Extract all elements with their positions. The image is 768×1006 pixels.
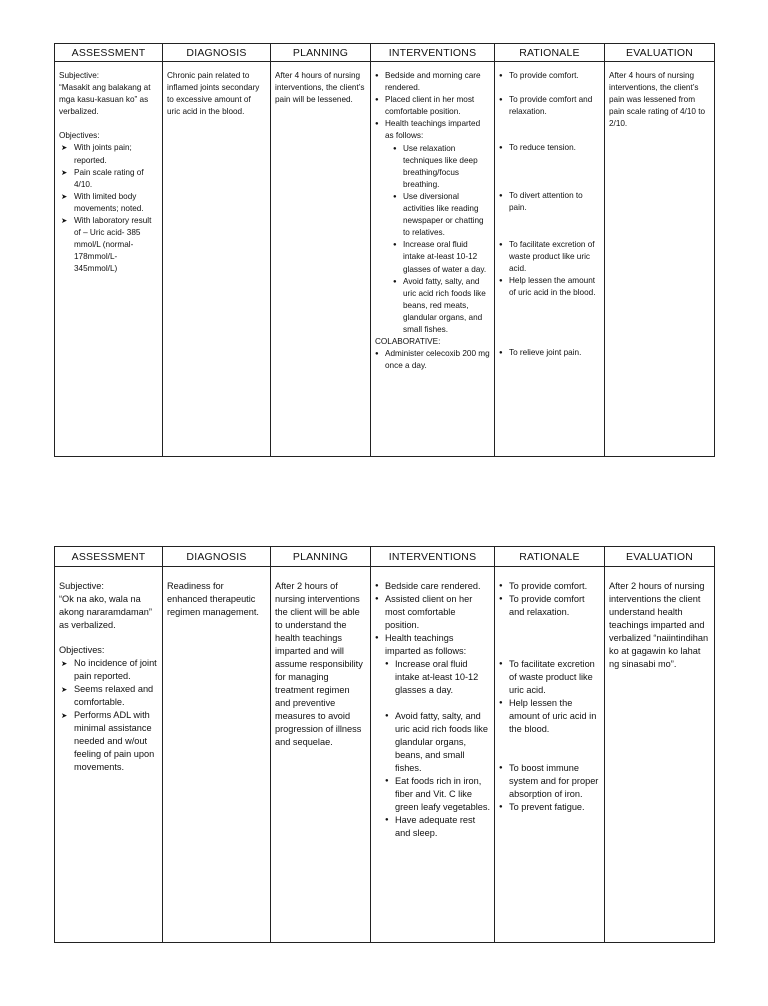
header-interventions: INTERVENTIONS xyxy=(371,44,495,62)
interventions-list xyxy=(375,70,490,336)
header-diagnosis: DIAGNOSIS xyxy=(163,547,271,567)
health-teachings-list xyxy=(385,658,490,840)
header-diagnosis: DIAGNOSIS xyxy=(163,44,271,62)
content-row xyxy=(55,567,715,943)
objective-item: ➤ Seems relaxed and comfortable. xyxy=(59,683,158,709)
rationale-item: ● Help lessen the amount of uric acid in the blood. xyxy=(499,697,600,736)
header-interventions: INTERVENTIONS xyxy=(371,547,495,567)
intervention-item: ● Bedside care rendered. xyxy=(375,580,490,593)
rationale-item: ● To provide comfort. xyxy=(499,70,600,82)
objective-item: ➤ With limited body movements; noted. xyxy=(59,191,158,215)
teaching-item: ● Have adequate rest and sleep. xyxy=(385,814,490,840)
health-teachings-list xyxy=(393,143,490,337)
rationale-item: ● To provide comfort. xyxy=(499,580,600,593)
header-assessment: ASSESSMENT xyxy=(55,547,163,567)
header-evaluation: EVALUATION xyxy=(605,547,715,567)
rationale-list xyxy=(499,580,600,814)
header-rationale: RATIONALE xyxy=(495,44,605,62)
content-row xyxy=(55,62,715,457)
objective-item: ➤ With joints pain; reported. xyxy=(59,142,158,166)
objective-item: ➤ No incidence of joint pain reported. xyxy=(59,657,158,683)
rationale-list xyxy=(499,70,600,359)
intervention-item: ● Assisted client on her most comfortable position. xyxy=(375,593,490,632)
teaching-item: ● Increase oral fluid intake at-least 10-12 glasses of water a day. xyxy=(393,239,490,275)
objectives-list xyxy=(59,142,158,275)
subjective-quote: “Ok na ako, wala na akong nararamdaman” as verbalized. xyxy=(59,594,152,630)
intervention-item xyxy=(375,118,490,336)
intervention-text: Health teachings imparted as follows: xyxy=(385,119,481,141)
planning-cell: After 4 hours of nursing interventions, the client’s pain will be lessened. xyxy=(271,62,371,457)
rationale-item: ● To prevent fatigue. xyxy=(499,801,600,814)
planning-cell: After 2 hours of nursing interventions the client will be able to understand the health teachings imparted and will assume responsibility for managing treatment regimen and preventive measures to avoid progression of illness and sequelae. xyxy=(271,567,371,943)
header-evaluation: EVALUATION xyxy=(605,44,715,62)
header-rationale: RATIONALE xyxy=(495,547,605,567)
objectives-list xyxy=(59,657,158,774)
objective-item: ➤ With laboratory result of – Uric acid- 385 mmol/L (normal- 178mmol/L-345mmol/L) xyxy=(59,215,158,275)
rationale-item: ● To reduce tension. xyxy=(499,142,600,154)
rationale-item: ● Help lessen the amount of uric acid in the blood. xyxy=(499,275,600,299)
intervention-item: ● Placed client in her most comfortable position. xyxy=(375,94,490,118)
intervention-item xyxy=(375,632,490,840)
objective-item: ➤ Pain scale rating of 4/10. xyxy=(59,167,158,191)
rationale-item: ● To facilitate excretion of waste product like uric acid. xyxy=(499,658,600,697)
header-assessment: ASSESSMENT xyxy=(55,44,163,62)
header-row xyxy=(55,547,715,567)
rationale-item: ● To boost immune system and for proper absorption of iron. xyxy=(499,762,600,801)
rationale-item: ● To provide comfort and relaxation. xyxy=(499,94,600,118)
assessment-cell xyxy=(55,62,163,457)
collaborative-list xyxy=(375,348,490,372)
subjective-quote: “Masakit ang balakang at mga kasu-kasuan ko” as verbalized. xyxy=(59,83,151,117)
subjective-label: Subjective: xyxy=(59,71,100,80)
assessment-cell xyxy=(55,567,163,943)
intervention-item: ● Bedside and morning care rendered. xyxy=(375,70,490,94)
rationale-item: ● To relieve joint pain. xyxy=(499,347,600,359)
rationale-cell xyxy=(495,567,605,943)
header-planning: PLANNING xyxy=(271,44,371,62)
rationale-item: ● To provide comfort and relaxation. xyxy=(499,593,600,619)
collaborative-item: ● Administer celecoxib 200 mg once a day. xyxy=(375,348,490,372)
diagnosis-cell: Readiness for enhanced therapeutic regimen management. xyxy=(163,567,271,943)
interventions-cell xyxy=(371,567,495,943)
rationale-item: ● To facilitate excretion of waste product like uric acid. xyxy=(499,239,600,275)
interventions-list xyxy=(375,580,490,840)
interventions-cell xyxy=(371,62,495,457)
teaching-item: ● Avoid fatty, salty, and uric acid rich foods like glandular organs, beans, and small fishes. xyxy=(385,710,490,775)
objective-item: ➤ Performs ADL with minimal assistance needed and w/out feeling of pain upon movements. xyxy=(59,709,158,774)
teaching-item: ● Eat foods rich in iron, fiber and Vit. C like green leafy vegetables. xyxy=(385,775,490,814)
care-plan-table-2 xyxy=(54,546,715,943)
teaching-item: ● Increase oral fluid intake at-least 10-12 glasses a day. xyxy=(385,658,490,697)
collaborative-label: COLABORATIVE: xyxy=(375,337,441,347)
diagnosis-cell: Chronic pain related to inflamed joints secondary to excessive amount of uric acid in the blood. xyxy=(163,62,271,457)
care-plan-table-1 xyxy=(54,43,715,457)
objectives-label: Objectives: xyxy=(59,131,100,141)
rationale-item: ● To divert attention to pain. xyxy=(499,190,600,214)
intervention-text: Health teachings imparted as follows: xyxy=(385,633,467,656)
evaluation-cell: After 4 hours of nursing interventions, the client’s pain was lessened from pain scale rating of 4/10 to 2/10. xyxy=(605,62,715,457)
teaching-item: ● Use relaxation techniques like deep breathing/focus breathing. xyxy=(393,143,490,191)
header-row xyxy=(55,44,715,62)
subjective-label: Subjective: xyxy=(59,581,104,591)
teaching-item: ● Avoid fatty, salty, and uric acid rich foods like beans, red meats, glandular organs, and small fishes. xyxy=(393,276,490,336)
evaluation-cell: After 2 hours of nursing interventions the client understand health teachings imparted and verbalized “naiintindihan ko at gagawin ko lahat ng sinasabi mo”. xyxy=(605,567,715,943)
objectives-label: Objectives: xyxy=(59,645,105,655)
header-planning: PLANNING xyxy=(271,547,371,567)
teaching-item: ● Use diversional activities like reading newspaper or chatting to relatives. xyxy=(393,191,490,239)
rationale-cell xyxy=(495,62,605,457)
